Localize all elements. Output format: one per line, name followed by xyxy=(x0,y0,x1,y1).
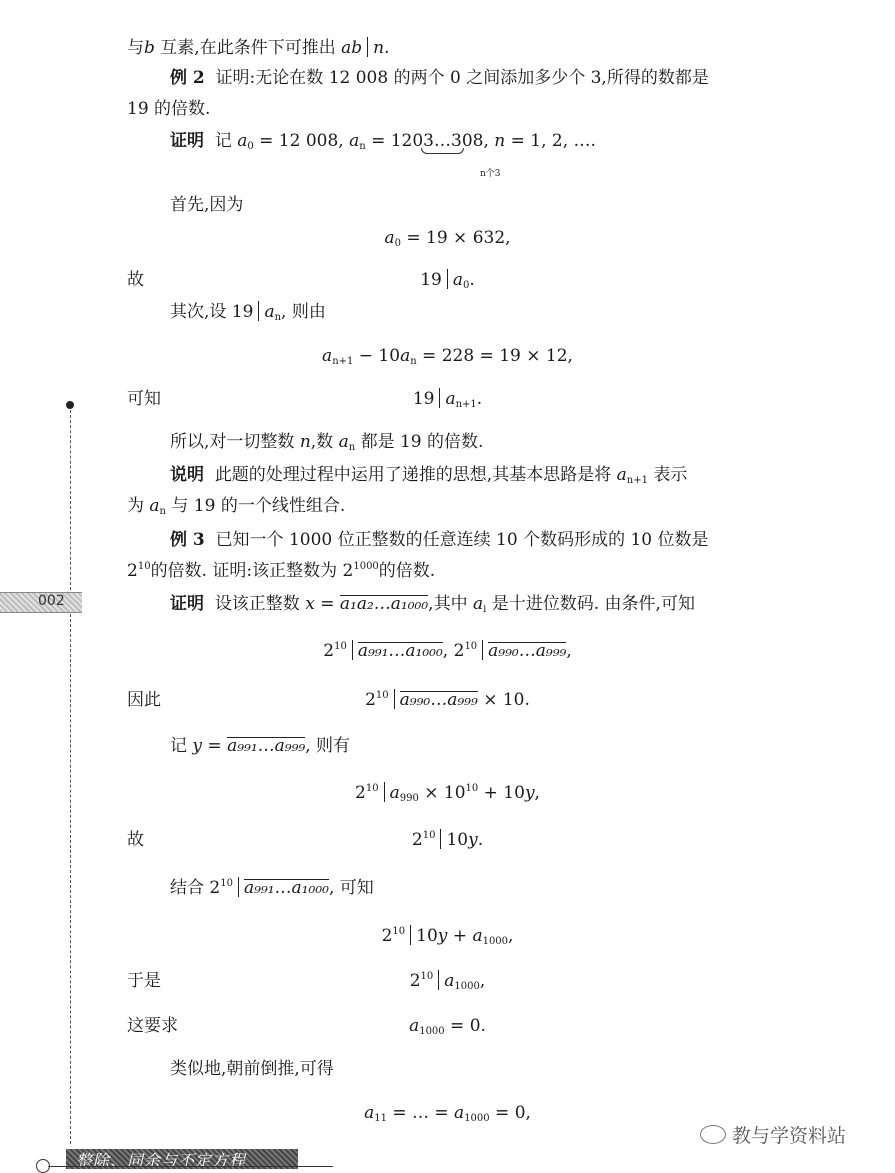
text-line: 结合 $2^{10}$ a₉₉₁…a₁₀₀₀, 可知 xyxy=(170,878,374,898)
equation: 19 $a_{n+1}$. xyxy=(412,389,483,410)
proof-3-intro: 证明 设该正整数 x = a₁a₂…a₁₀₀₀,其中 $a_i$ 是十进位数码. 由条件,可知 xyxy=(170,594,695,615)
equation: $2^{10}$ $a_{1000}$, xyxy=(409,971,486,992)
watermark: 教与学资料站 xyxy=(700,1121,846,1148)
text-line: 可知 xyxy=(127,389,161,409)
text-line: 于是 xyxy=(127,971,161,991)
proof-definition: 证明 记 $a_0 = 12$ 008, $a_n$ = 1203…3 08, n = 1, 2, …. xyxy=(170,131,596,152)
equation: $a_{n+1} - 10a_n = 228 = 19 \times 12$, xyxy=(322,346,573,367)
text-line: 其次,设 19 $a_n$, 则由 xyxy=(170,302,326,323)
text-line: 记 y = a₉₉₁…a₉₉₉, 则有 xyxy=(170,736,351,756)
equation: $2^{10}$ a₉₉₁…a₁₀₀₀, $2^{10}$ a₉₉₀…a₉₉₉, xyxy=(323,641,572,661)
note-paragraph-cont: 为 $a_n$ 与 19 的一个线性组合. xyxy=(127,496,346,517)
text-line: 故 xyxy=(127,270,144,290)
margin-dashed-line xyxy=(70,410,71,590)
equation: $a_0 = 19 \times 632$, xyxy=(384,228,511,249)
equation: $2^{10}$ a₉₉₀…a₉₉₉ × 10. xyxy=(365,690,530,710)
example-3-statement-cont: $2^{10}$的倍数. 证明:该正整数为 $2^{1000}$的倍数. xyxy=(127,561,436,581)
equation: $2^{10}$ $10y + a_{1000}$, xyxy=(381,926,514,947)
footer-rule xyxy=(48,1166,333,1167)
text-line: 因此 xyxy=(127,690,161,710)
text-line: 与b 互素,在此条件下可推出 ab n. xyxy=(127,38,390,58)
equation: $a_{1000} = 0$. xyxy=(409,1016,486,1037)
equation: 19 $a_0$. xyxy=(420,270,475,291)
text-line: 这要求 xyxy=(127,1016,178,1036)
text-line: 类似地,朝前倒推,可得 xyxy=(170,1059,334,1079)
page-number: 002 xyxy=(38,593,65,609)
example-2-statement-cont: 19 的倍数. xyxy=(127,99,211,119)
equation: $a_{11}$ = … = $a_{1000} = 0$, xyxy=(364,1103,531,1124)
example-2-statement: 例 2 证明:无论在数 12 008 的两个 0 之间添加多少个 3,所得的数都是 xyxy=(170,68,709,88)
equation: $2^{10}$ 10y. xyxy=(411,830,484,850)
underbrace-caption: n个3 xyxy=(480,169,501,179)
wechat-icon xyxy=(700,1125,726,1144)
example-3-statement: 例 3 已知一个 1000 位正整数的任意连续 10 个数码形成的 10 位数是 xyxy=(170,530,709,550)
text-line: 首先,因为 xyxy=(170,195,244,215)
note-paragraph: 说明 此题的处理过程中运用了递推的思想,其基本思路是将 $a_{n+1}$ 表示 xyxy=(170,465,688,486)
equation: $2^{10}$ $a_{990} \times 10^{10} + 10y$, xyxy=(355,783,540,804)
text-line: 所以,对一切整数 n,数 $a_n$ 都是 19 的倍数. xyxy=(170,432,484,453)
text-line: 故 xyxy=(127,830,144,850)
footer-title: 整除、同余与不定方程 xyxy=(76,1151,247,1170)
footer-circle-icon xyxy=(36,1159,50,1173)
